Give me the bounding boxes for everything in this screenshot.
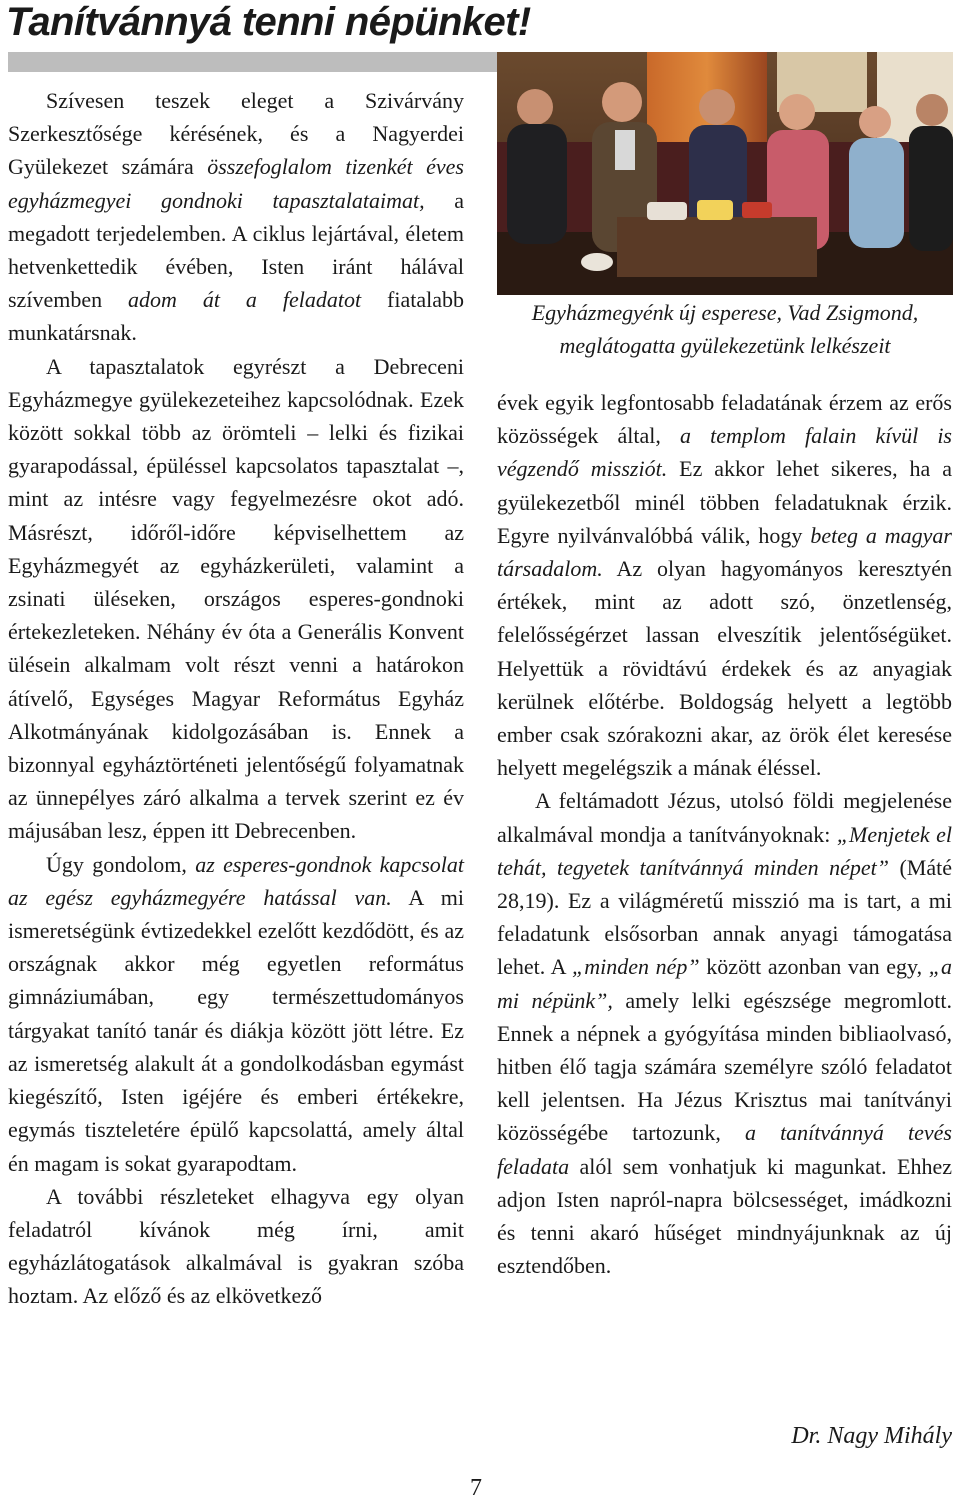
text-run: amely lelki egészsége megromlott. Ennek a népnek a gyógyítása minden bibliaolvasó, hitben élő tagja számára személyre szóló feladatot kell jelentsen. Ha Jézus Krisztus mai tanítványi közösségébe tartozunk, — [497, 987, 952, 1146]
left-column — [8, 84, 464, 1313]
text-run: évek egyik legfontosabb feladatának érzem az erős közösségek által, — [497, 390, 952, 449]
italic-text: beteg a magyar társadalom. — [497, 522, 952, 582]
text-run: Szívesen teszek eleget a Szivárvány Szerkesztősége kérésének, és a Nagyerdei Gyülekezet számára — [8, 88, 464, 180]
text-run: a megadott terjedelemben. A ciklus lejártával, életem hetvenkettedik évében, Isten iránt hálával szívemben — [8, 187, 464, 313]
paragraph — [497, 784, 952, 1282]
italic-text: adom át a feladatot — [128, 287, 362, 313]
text-run: A mi ismeretségünk évtizedekkel ezelőtt kezdődött, és az országnak akkor még egyetlen református gimnáziumában, egy természettudományos tárgyakat tanító tanár és diákja között jött létre. Ez az ismeretség alakult át a gondolkodásban egymást kiegészítő, Isten igéjére és emberi értékekre, egymás tiszteletére épülő kapcsolattá, amely által én magam is sokat gyarapodtam. — [8, 884, 465, 1176]
italic-text: „minden nép” — [572, 954, 700, 980]
article-title: Tanítvánnyá tenni népünket! — [6, 0, 531, 44]
text-run: Úgy gondolom, — [46, 851, 196, 877]
paragraph — [497, 386, 952, 784]
text-run: alól sem vonhatjuk ki magunkat. Ehhez adjon Isten napról-napra bölcsességet, imádkozni és tenni akaró hűséget mindnyájunknak az új esztendőben. — [497, 1153, 952, 1279]
text-run: A további részleteket elhagyva egy olyan feladatról kívánok még írni, amit egyházlátogatások alkalmával is gyakran szóba hoztam. Az előző és az elkövetkező — [8, 1183, 464, 1309]
photo-illustration — [497, 52, 953, 295]
group-photo — [497, 52, 953, 295]
paragraph — [8, 1180, 464, 1313]
italic-text: a templom falain kívül is végzendő missziót. — [497, 423, 952, 482]
italic-text: az esperes-gondnok kapcsolat az egész egyházmegyére hatással van. — [8, 851, 464, 910]
caption-line: Egyházmegyénk új esperese, Vad Zsigmond, — [531, 300, 919, 325]
page-number: 7 — [470, 1475, 482, 1501]
italic-text: összefoglalom tizenkét éves egyházmegyei gondnoki tapasztalataimat, — [8, 154, 464, 213]
right-column — [497, 386, 952, 1282]
caption-line: meglátogatta gyülekezetünk lelkészeit — [559, 333, 891, 358]
paragraph — [8, 84, 464, 350]
text-run: A tapasztalatok egyrészt a Debreceni Egyházmegye gyülekezeteihez kapcsolódnak. Ezek között sokkal több az örömteli – lelki és fizikai gyarapodással, épüléssel kapcsolatos tapasztalat –, mint az intésre vagy fegyelmezésre okot adó. Másrészt, időről-időre képviselhettem az Egyházmegyét az egyházkerületi, valamint a zsinati üléseken, országos esperes-gondnoki értekezleteken. Néhány év óta a Generális Konvent ülésein alkalmam volt részt venni a határokon átívelő, Egységes Magyar Református Egyház Alkotmányának kidolgozásában is. Ennek a bizonnyal egyháztörténeti jelentőségű folyamatnak az ünnepélyes záró alkalma a tervek szerint ez év májusában lesz, éppen itt Debrecenben. — [8, 353, 464, 844]
italic-text: „a mi népünk”, — [497, 954, 953, 1013]
photo-caption — [497, 296, 953, 362]
text-run: Ez akkor lehet sikeres, ha a gyülekezetből minél többen feladatuknak érzik. Egyre nyilvánvalóbbá válik, hogy — [497, 456, 952, 548]
italic-text: a tanítvánnyá tevés feladata — [497, 1120, 952, 1179]
text-run: Az olyan hagyományos keresztyén értékek, mint az adott szó, önzetlenség, felelősségérzet lassan elveszítik jelentőségüket. Helyettük a rövidtávú érdekek és az anyagiak kerülnek előtérbe. Boldogság helyett a legtöbb ember csak szórakozni akar, az örök élet keresése helyett megelégszik a mának éléssel. — [497, 556, 952, 781]
text-run: (Máté 28,19). Ez a világméretű misszió ma is tart, a mi feladatunk elsősorban annak anyagi támogatása lehet. A — [497, 854, 952, 980]
text-run: A feltámadott Jézus, utolsó földi megjelenése alkalmával mondja a tanítványoknak: — [497, 788, 952, 847]
italic-text: „Menjetek el tehát, tegyetek tanítvánnyá minden népet” — [497, 821, 952, 880]
paragraph — [8, 848, 464, 1180]
author-signature: Dr. Nagy Mihály — [791, 1423, 952, 1449]
paragraph — [8, 350, 464, 848]
text-run: között azonban van egy, — [699, 954, 929, 980]
text-run: fiatalabb munkatársnak. — [8, 287, 464, 346]
